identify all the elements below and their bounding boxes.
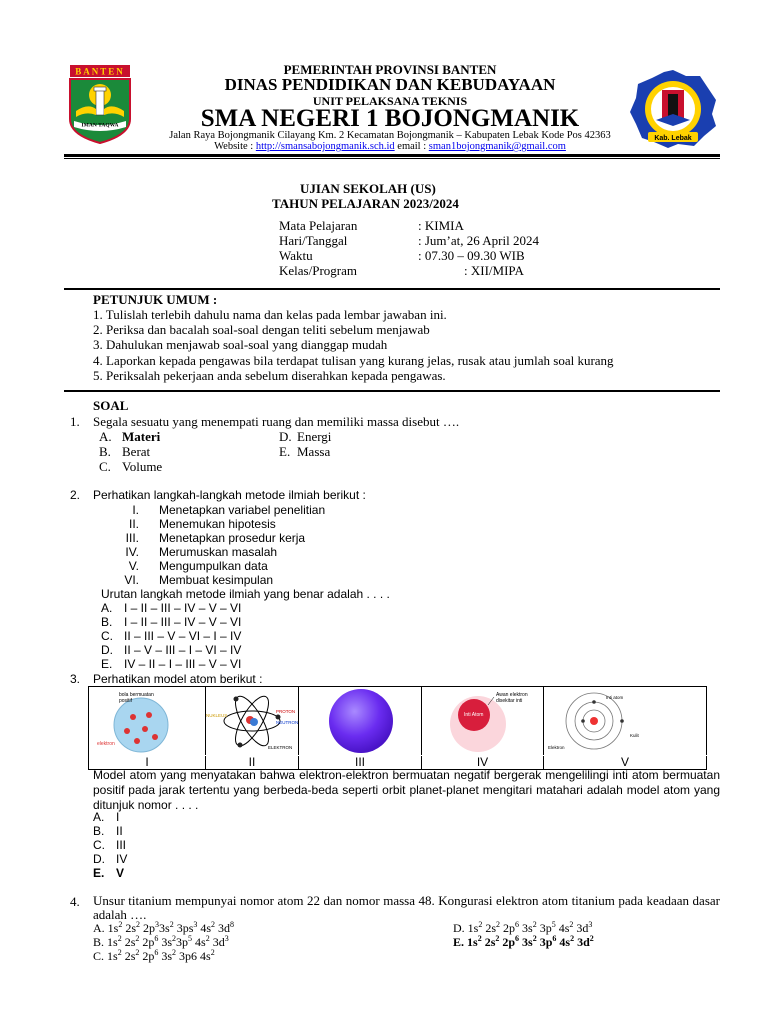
- option-e[interactable]: E. V: [93, 866, 125, 880]
- atom-model-4-image: [422, 687, 544, 755]
- school-address: Jalan Raya Bojongmanik Cilayang Km. 2 Kecamatan Bojongmanik – Kabupaten Lebak Kode Pos 42363: [169, 130, 611, 141]
- exam-field-label: Hari/Tanggal: [279, 233, 348, 248]
- question-number: 2.: [70, 488, 81, 502]
- atom-model-table: [88, 686, 707, 770]
- option-d[interactable]: D. II – V – III – I – VI – IV: [101, 643, 242, 657]
- method-step: III. Menetapkan prosedur kerja: [125, 531, 306, 545]
- method-step: IV. Merumuskan masalah: [125, 545, 278, 559]
- atom-model-1-image: [89, 687, 206, 755]
- atom-model-2-caption: ELEKTRON: [268, 745, 293, 750]
- atom-model-4-caption: Inti Atom: [464, 712, 484, 718]
- exam-field-value: : 07.30 – 09.30 WIB: [418, 248, 525, 263]
- website-link[interactable]: http://smansabojongmanik.sch.id: [255, 141, 395, 152]
- exam-field-value: : Jum’at, 26 April 2024: [418, 233, 539, 248]
- instructions-rule-top: [64, 288, 720, 290]
- website-label: Website :: [214, 141, 256, 152]
- soal-heading: SOAL: [93, 398, 129, 413]
- question-paragraph: Model atom yang menyatakan bahwa elektron-elektron bermuatan negatif bergerak mengelilingi inti atom bermuatan positif pada jarak tertentu yang berbeda-beda seperti orbit planet-planet mengitari matahari adalah model atom yang ditunjuk nomor . . . .: [93, 768, 720, 812]
- atom-model-3-image: [299, 687, 422, 755]
- question-prompt: Urutan langkah metode ilmiah yang benar adalah . . . .: [101, 587, 390, 601]
- option-d[interactable]: D. IV: [93, 852, 128, 866]
- exam-field: [279, 233, 347, 249]
- instruction-item: 2. Periksa dan bacalah soal-soal dengan teliti sebelum menjawab: [93, 322, 430, 337]
- option-b[interactable]: B. Berat: [99, 444, 151, 459]
- contact-line: [100, 141, 680, 152]
- exam-field-value: : KIMIA: [418, 218, 464, 233]
- exam-field-value: [418, 263, 524, 279]
- option-d[interactable]: D. $1s^2$ $2s^2$ $2p^6$ $3s^2$ $3p^5$ $4s^2$ $3d^3$: [453, 920, 593, 935]
- email-label: email :: [394, 141, 429, 152]
- header-rule-thin: [64, 158, 720, 159]
- atom-model-5-caption: Elektron: [548, 745, 565, 750]
- method-step: I. Menetapkan variabel penelitian: [132, 503, 326, 517]
- atom-model-5-image: [544, 687, 707, 755]
- option-a[interactable]: A. $1s^2$ $2s^2$ $2p^33s^2$ $3ps^3$ $4s^2$ $3d^8$: [93, 920, 235, 935]
- option-e[interactable]: E. $1s^2$ $2s^2$ $2p^6$ $3s^2$ $3p^6$ $4s^2$ $3d^2$: [453, 934, 594, 949]
- exam-title-2: TAHUN PELAJARAN 2023/2024: [272, 196, 459, 211]
- atom-model-5-label: V: [544, 756, 707, 770]
- header-line-3: UNIT PELAKSANA TEKNIS: [312, 94, 468, 108]
- school-name: SMA NEGERI 1 BOJONGMANIK: [200, 105, 580, 132]
- exam-field-label: Waktu: [279, 248, 313, 263]
- option-d[interactable]: D. Energi: [279, 429, 332, 444]
- header-line-1: PEMERINTAH PROVINSI BANTEN: [283, 62, 497, 77]
- option-c[interactable]: C. II – III – V – VI – I – IV: [101, 629, 242, 643]
- header-line-2: DINAS PENDIDIKAN DAN KEBUDAYAAN: [224, 75, 556, 94]
- option-c[interactable]: C. $1s^2$ $2s^2$ $2p^6$ $3s^2$ 3p6 $4s^2$: [93, 948, 215, 963]
- atom-model-1-caption: elektron: [97, 741, 115, 747]
- question-text: Perhatikan langkah-langkah metode ilmiah berikut :: [93, 488, 366, 502]
- exam-field: [279, 248, 313, 264]
- option-b[interactable]: B. II: [93, 824, 123, 838]
- email-link[interactable]: sman1bojongmanik@gmail.com: [428, 141, 566, 152]
- exam-field: [279, 218, 357, 234]
- option-a[interactable]: A. I – II – III – IV – V – VI: [101, 601, 242, 615]
- atom-model-2-image: [206, 687, 299, 755]
- option-e[interactable]: E. IV – II – I – III – V – VI: [101, 657, 242, 671]
- exam-field-label: Kelas/Program: [279, 263, 357, 278]
- atom-model-5-caption: Inti atom: [606, 695, 624, 700]
- atom-model-3-label: III: [299, 756, 422, 770]
- option-b[interactable]: B. I – II – III – IV – V – VI: [101, 615, 242, 629]
- atom-model-4-label: IV: [422, 756, 544, 770]
- question-text: Unsur titanium mempunyai nomor atom 22 dan nomor massa 48. Kongurasi elektron atom titanium pada keadaan dasar adalah ….: [93, 893, 720, 922]
- atom-model-1-label: I: [89, 756, 206, 770]
- exam-field: [279, 263, 357, 279]
- banten-logo-bottom-text: IMAN TAQWA: [81, 122, 119, 129]
- option-c[interactable]: C. Volume: [99, 459, 163, 474]
- instruction-item: 3. Dahulukan menjawab soal-soal yang dianggap mudah: [93, 337, 388, 352]
- atom-model-1-caption: bola bermuatan: [119, 692, 154, 698]
- option-a[interactable]: A. I: [93, 810, 120, 824]
- instruction-item: 1. Tulislah terlebih dahulu nama dan kelas pada lembar jawaban ini.: [93, 307, 447, 322]
- option-a[interactable]: A. Materi: [99, 429, 161, 444]
- method-step: VI. Membuat kesimpulan: [124, 573, 274, 587]
- instruction-item: 4. Laporkan kepada pengawas bila terdapat tulisan yang kurang jelas, rusak atau jumlah soal kurang: [93, 353, 614, 368]
- question-text: Perhatikan model atom berikut :: [93, 672, 263, 686]
- atom-model-2-label: II: [206, 756, 299, 770]
- method-step: V. Mengumpulkan data: [128, 559, 268, 573]
- instructions-rule-bottom: [64, 390, 720, 392]
- atom-model-4-caption: Awan elektron: [496, 692, 528, 698]
- instructions-heading: PETUNJUK UMUM :: [93, 292, 218, 307]
- header-rule-thick: [64, 154, 720, 157]
- atom-model-2-caption: PROTON: [276, 709, 296, 714]
- atom-model-2-caption: NUKLEUS: [206, 713, 228, 718]
- atom-model-1-caption: positif: [119, 698, 133, 704]
- question-text: Segala sesuatu yang menempati ruang dan memiliki massa disebut ….: [93, 414, 460, 429]
- question-number: 3.: [70, 672, 81, 686]
- exam-field-label: Mata Pelajaran: [279, 218, 358, 233]
- instruction-item: 5. Periksalah pekerjaan anda sebelum diserahkan kepada pengawas.: [93, 368, 446, 383]
- exam-title-1: UJIAN SEKOLAH (US): [300, 181, 436, 196]
- banten-logo-top-text: BANTEN: [75, 66, 125, 77]
- atom-model-2-caption: NEUTRON: [276, 720, 298, 725]
- school-logo-bottom-text: Kab. Lebak: [654, 135, 692, 142]
- option-b[interactable]: B. $1s^2$ $2s^2$ $2p^6$ $3s^23p^5$ $4s^2$ $3d^3$: [93, 934, 229, 949]
- option-e[interactable]: E. Massa: [279, 444, 331, 459]
- atom-model-5-caption: Kulit: [630, 733, 639, 738]
- option-c[interactable]: C. III: [93, 838, 127, 852]
- school-logo: [628, 68, 718, 150]
- class-program: : XII/MIPA: [464, 263, 524, 278]
- question-number: 4.: [70, 894, 80, 909]
- atom-model-4-caption: disekitar inti: [496, 698, 523, 704]
- question-number: 1.: [70, 414, 80, 429]
- method-step: II. Menemukan hipotesis: [128, 517, 276, 531]
